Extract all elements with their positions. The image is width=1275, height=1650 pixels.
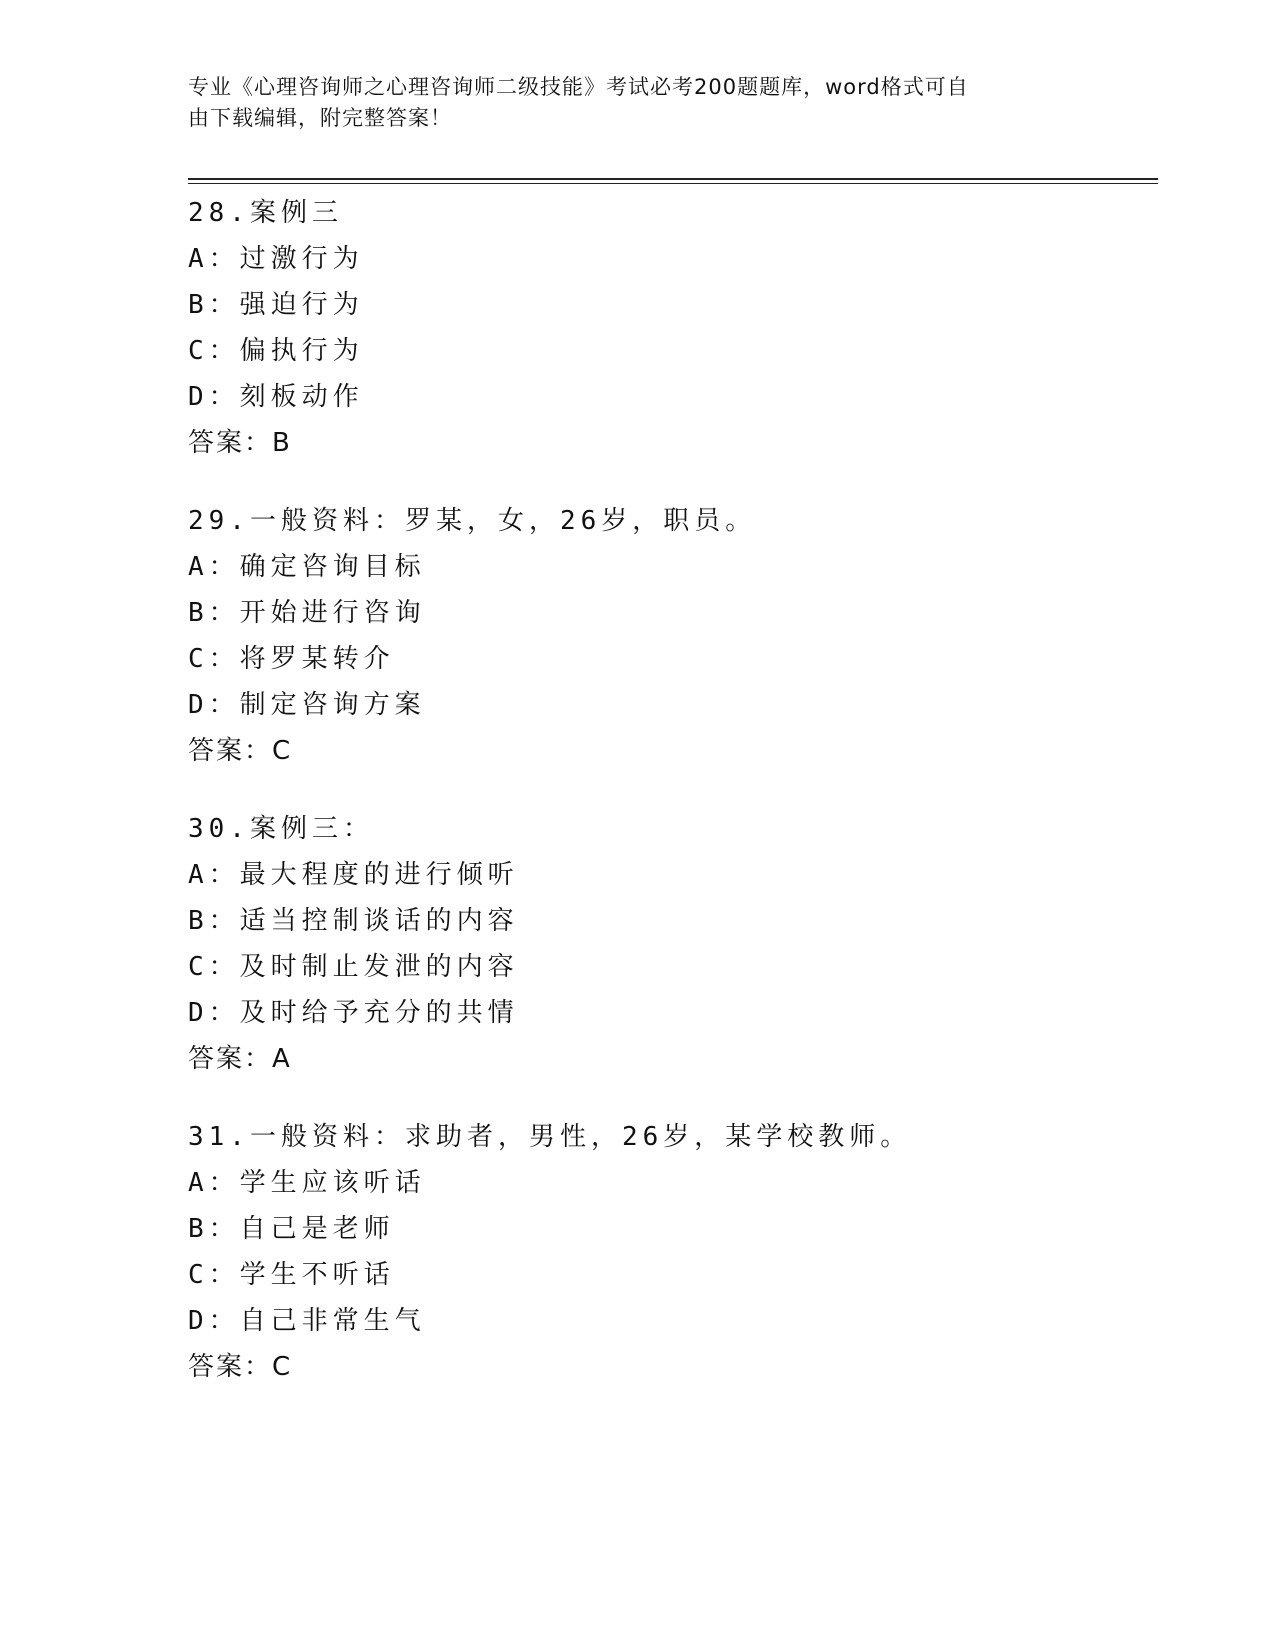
- question-title: 30.案例三：: [188, 814, 374, 844]
- answer-line: 答案：B: [188, 428, 292, 458]
- document-header: [188, 72, 1068, 134]
- option-b: B：自己是老师: [188, 1214, 395, 1244]
- question-28: [188, 190, 1138, 466]
- option-a: A：学生应该听话: [188, 1168, 426, 1198]
- option-c: C：将罗某转介: [188, 644, 395, 674]
- option-b: B：开始进行咨询: [188, 598, 426, 628]
- header-line-1: 专业《心理咨询师之心理咨询师二级技能》考试必考200题题库，word格式可自: [188, 75, 969, 99]
- header-divider-thin: [188, 183, 1158, 184]
- option-b: B：强迫行为: [188, 290, 364, 320]
- option-b: B：适当控制谈话的内容: [188, 906, 519, 936]
- question-title: 29.一般资料：罗某，女，26岁，职员。: [188, 506, 757, 536]
- option-d: D：刻板动作: [188, 382, 364, 412]
- option-d: D：制定咨询方案: [188, 690, 426, 720]
- question-29: [188, 498, 1138, 774]
- answer-line: 答案：A: [188, 1044, 292, 1074]
- answer-line: 答案：C: [188, 1352, 293, 1382]
- question-title: 31.一般资料：求助者，男性，26岁，某学校教师。: [188, 1122, 912, 1152]
- header-line-2: 由下载编辑，附完整答案！: [188, 106, 452, 130]
- answer-line: 答案：C: [188, 736, 293, 766]
- option-a: A：过激行为: [188, 244, 364, 274]
- option-c: C：偏执行为: [188, 336, 364, 366]
- header-divider-thick: [188, 178, 1158, 180]
- option-c: C：及时制止发泄的内容: [188, 952, 519, 982]
- option-a: A：确定咨询目标: [188, 552, 426, 582]
- question-title: 28.案例三: [188, 198, 343, 228]
- question-31: [188, 1114, 1138, 1390]
- option-d: D：自己非常生气: [188, 1306, 426, 1336]
- option-c: C：学生不听话: [188, 1260, 395, 1290]
- option-d: D：及时给予充分的共情: [188, 998, 519, 1028]
- question-list: [188, 190, 1138, 1422]
- question-30: [188, 806, 1138, 1082]
- option-a: A：最大程度的进行倾听: [188, 860, 519, 890]
